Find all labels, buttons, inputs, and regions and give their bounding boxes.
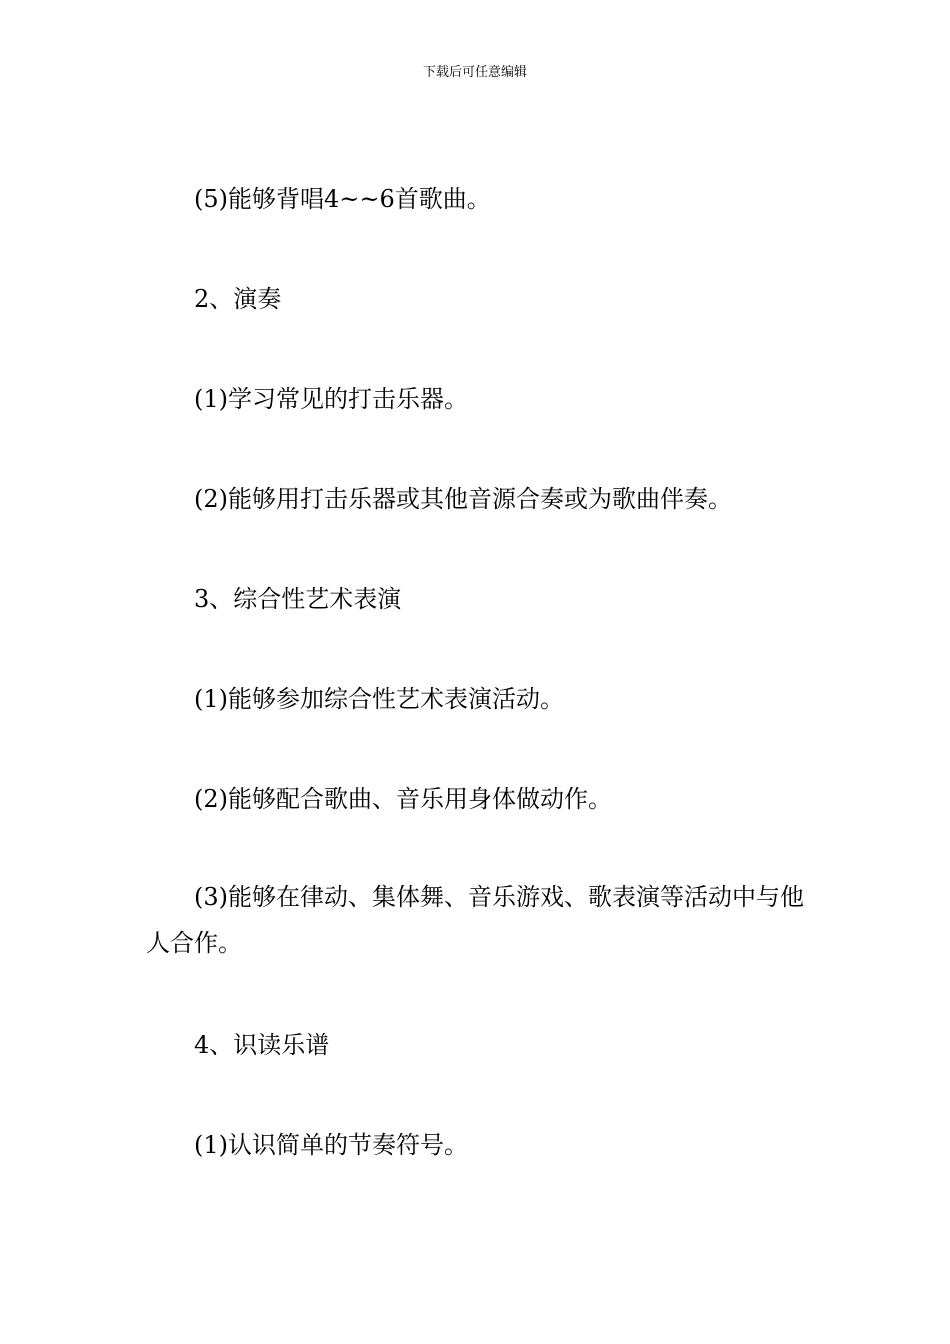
paragraph-sing-songs: (5)能够背唱4~~6首歌曲。 [194, 185, 491, 213]
paragraph-ensemble: (2)能够用打击乐器或其他音源合奏或为歌曲伴奏。 [194, 485, 732, 513]
paragraph-body-movement: (2)能够配合歌曲、音乐用身体做动作。 [194, 785, 612, 813]
heading-comprehensive-art: 3、综合性艺术表演 [194, 585, 402, 613]
heading-performance: 2、演奏 [194, 285, 282, 313]
paragraph-percussion: (1)学习常见的打击乐器。 [194, 385, 468, 413]
paragraph-art-activities: (1)能够参加综合性艺术表演活动。 [194, 685, 564, 713]
paragraph-cooperation: (3)能够在律动、集体舞、音乐游戏、歌表演等活动中与他人合作。 [146, 883, 804, 957]
heading-read-music: 4、识读乐谱 [194, 1031, 330, 1059]
page-header: 下载后可任意编辑 [422, 65, 527, 80]
paragraph-rhythm-symbols: (1)认识简单的节奏符号。 [194, 1131, 468, 1159]
